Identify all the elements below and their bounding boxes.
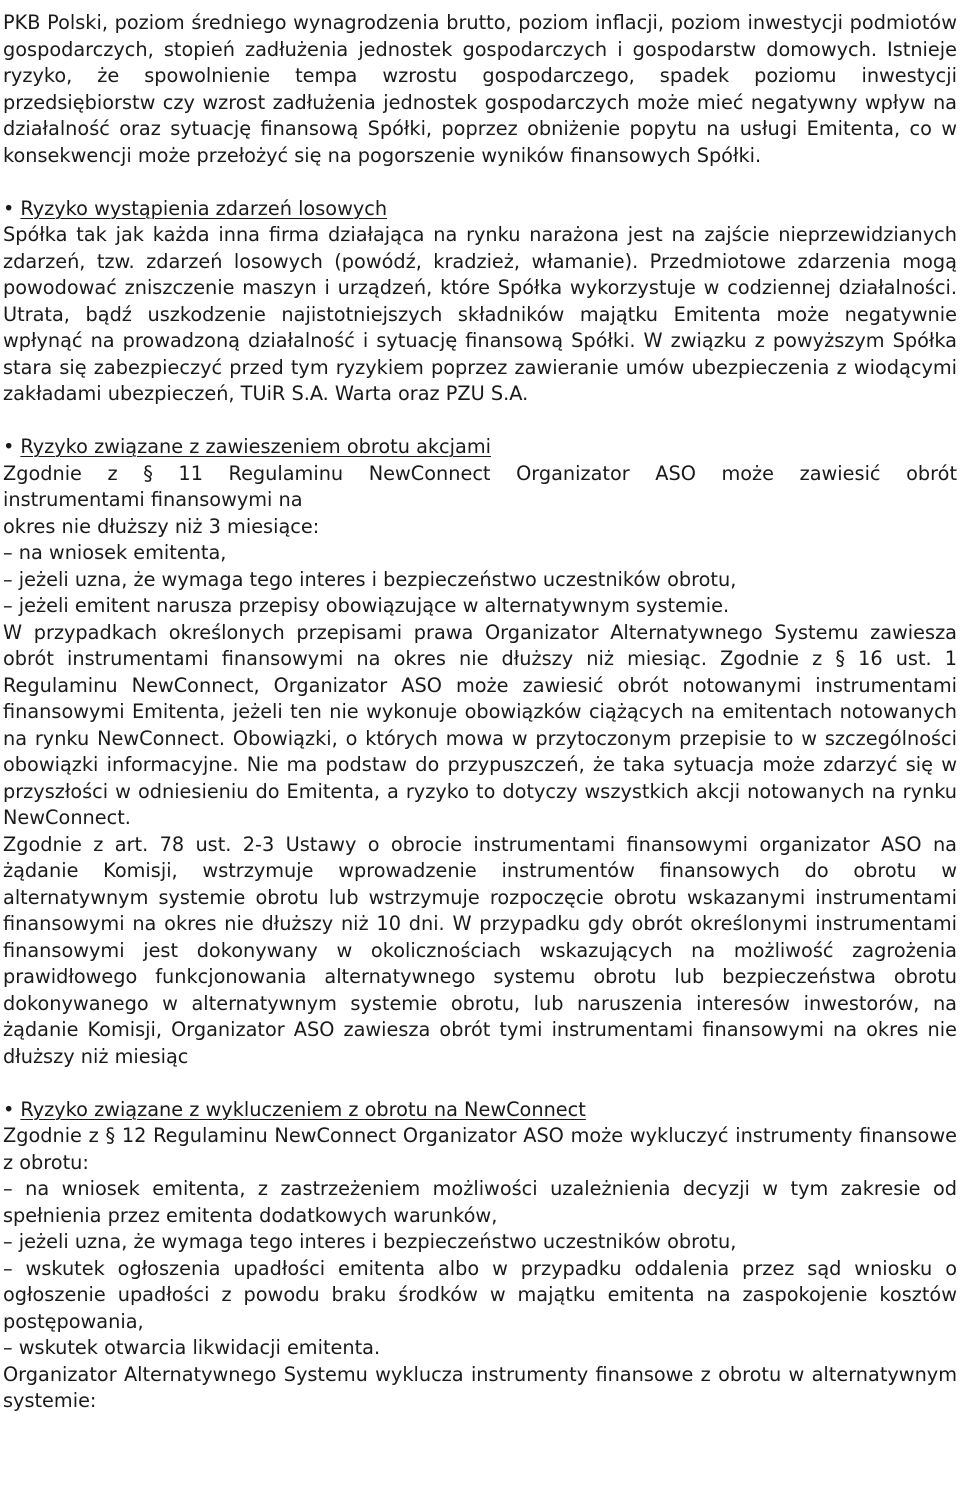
section-heading-wykluczenie-z-obrotu	[3, 1097, 957, 1124]
zawieszenie-paragraph-2: W przypadkach określonych przepisami prawa Organizator Alternatywnego Systemu zawiesza obrót instrumentami finansowymi na okres nie dłuższy niż miesiąc. Zgodnie z § 16 ust. 1 Regulaminu NewConnect, Organizator ASO może zawiesić obrót notowanymi instrumentami finansowymi Emitenta, jeżeli ten nie wykonuje obowiązków ciążących na emitentach notowanych na rynku NewConnect. Obowiązki, o których mowa w przytoczonym przepisie to w szczególności obowiązki informacyjne. Nie ma podstaw do przypuszczeń, że taka sytuacja może zdarzyć się w przyszłości w odniesieniu do Emitenta, a ryzyko to dotyczy wszystkich akcji notowanych na rynku NewConnect.	[3, 620, 957, 829]
wykluczenie-paragraph-last: Organizator Alternatywnego Systemu wyklucza instrumenty finansowe z obrotu w alternatywnym systemie:	[3, 1362, 957, 1412]
heading-text: Ryzyko związane z wykluczeniem z obrotu na NewConnect	[20, 1097, 586, 1121]
heading-text: Ryzyko wystąpienia zdarzeń losowych	[20, 196, 388, 220]
bullet-icon: •	[3, 196, 15, 220]
wykluczenie-list-item: – jeżeli uzna, że wymaga tego interes i bezpieczeństwo uczestników obrotu,	[3, 1230, 737, 1253]
bullet-icon: •	[3, 435, 15, 458]
spacer	[3, 408, 957, 435]
wykluczenie-list-item: – wskutek otwarcia likwidacji emitenta.	[3, 1336, 381, 1359]
spacer	[3, 1070, 957, 1097]
intro-paragraph: PKB Polski, poziom średniego wynagrodzenia brutto, poziom inflacji, poziom inwestycji podmiotów gospodarczych, stopień zadłużenia jednostek gospodarczych i gospodarstw domowych. Istnieje ryzyko, że spowolnienie tempa wzrostu gospodarczego, spadek poziomu inwestycji przedsiębiorstw czy wzrost zadłużenia jednostek gospodarczych może mieć negatywny wpływ na działalność oraz sytuację finansową Spółki, poprzez obniżenie popytu na usługi Emitenta, co w konsekwencji może przełożyć się na pogorszenie wyników finansowych Spółki.	[3, 11, 957, 167]
wykluczenie-paragraph: Zgodnie z § 12 Regulaminu NewConnect Organizator ASO może wykluczyć instrumenty finansowe z obrotu:	[3, 1124, 957, 1174]
section-heading-zdarzenia-losowe	[3, 196, 957, 223]
zawieszenie-list-item: – jeżeli emitent narusza przepisy obowiązujące w alternatywnym systemie.	[3, 594, 730, 617]
zawieszenie-line: okres nie dłuższy niż 3 miesiące:	[3, 514, 320, 538]
bullet-icon: •	[3, 1097, 15, 1121]
wykluczenie-list-item: – na wniosek emitenta, z zastrzeżeniem możliwości uzależnienia decyzji w tym zakresie od spełnienia przez emitenta dodatkowych warunków,	[3, 1177, 957, 1227]
spacer	[3, 169, 957, 196]
zawieszenie-line: Zgodnie z § 11 Regulaminu NewConnect Organizator ASO może zawiesić obrót	[3, 461, 957, 485]
wykluczenie-list-item: – wskutek ogłoszenia upadłości emitenta albo w przypadku oddalenia przez sąd wniosku o ogłoszenie upadłości z powodu braku środków w majątku emitenta na zaspokojenie kosztów postępowania,	[3, 1256, 957, 1333]
heading-text: Ryzyko związane z zawieszeniem obrotu akcjami	[20, 435, 491, 458]
zawieszenie-line: instrumentami finansowymi na	[3, 488, 303, 511]
section-heading-zawieszenie-obrotu	[3, 434, 957, 461]
zdarzenia-losowe-paragraph: Spółka tak jak każda inna firma działająca na rynku narażona jest na zajście nieprzewidzianych zdarzeń, tzw. zdarzeń losowych (powódź, kradzież, włamanie). Przedmiotowe zdarzenia mogą powodować zniszczenie maszyn i urządzeń, które Spółka wykorzystuje w codziennej działalności. Utrata, bądź uszkodzenie najistotniejszych składników majątku Emitenta może negatywnie wpłynąć na prowadzoną działalność i sytuację finansową Spółki. W związku z powyższym Spółka stara się zabezpieczyć przed tym ryzykiem poprzez zawieranie umów ubezpieczenia z wiodącymi zakładami ubezpieczeń, TUiR S.A. Warta oraz PZU S.A.	[3, 223, 957, 405]
zawieszenie-list-item: – na wniosek emitenta,	[3, 541, 227, 564]
zawieszenie-list-item: – jeżeli uzna, że wymaga tego interes i bezpieczeństwo uczestników obrotu,	[3, 567, 737, 591]
zawieszenie-paragraph-3: Zgodnie z art. 78 ust. 2-3 Ustawy o obrocie instrumentami finansowymi organizator ASO na żądanie Komisji, wstrzymuje wprowadzenie instrumentów finansowych do obrotu w alternatywnym systemie obrotu lub wstrzymuje rozpoczęcie obrotu wskazanymi instrumentami finansowymi na okres nie dłuższy niż 10 dni. W przypadku gdy obrót określonymi instrumentami finansowymi jest dokonywany w okolicznościach wskazujących na możliwość zagrożenia prawidłowego funkcjonowania alternatywnego systemu obrotu lub bezpieczeństwa obrotu dokonywanego w alternatywnym systemie obrotu, lub naruszenia interesów inwestorów, na żądanie Komisji, Organizator ASO zawiesza obrót tymi instrumentami finansowymi na okres nie dłuższy niż miesiąc	[3, 832, 957, 1068]
